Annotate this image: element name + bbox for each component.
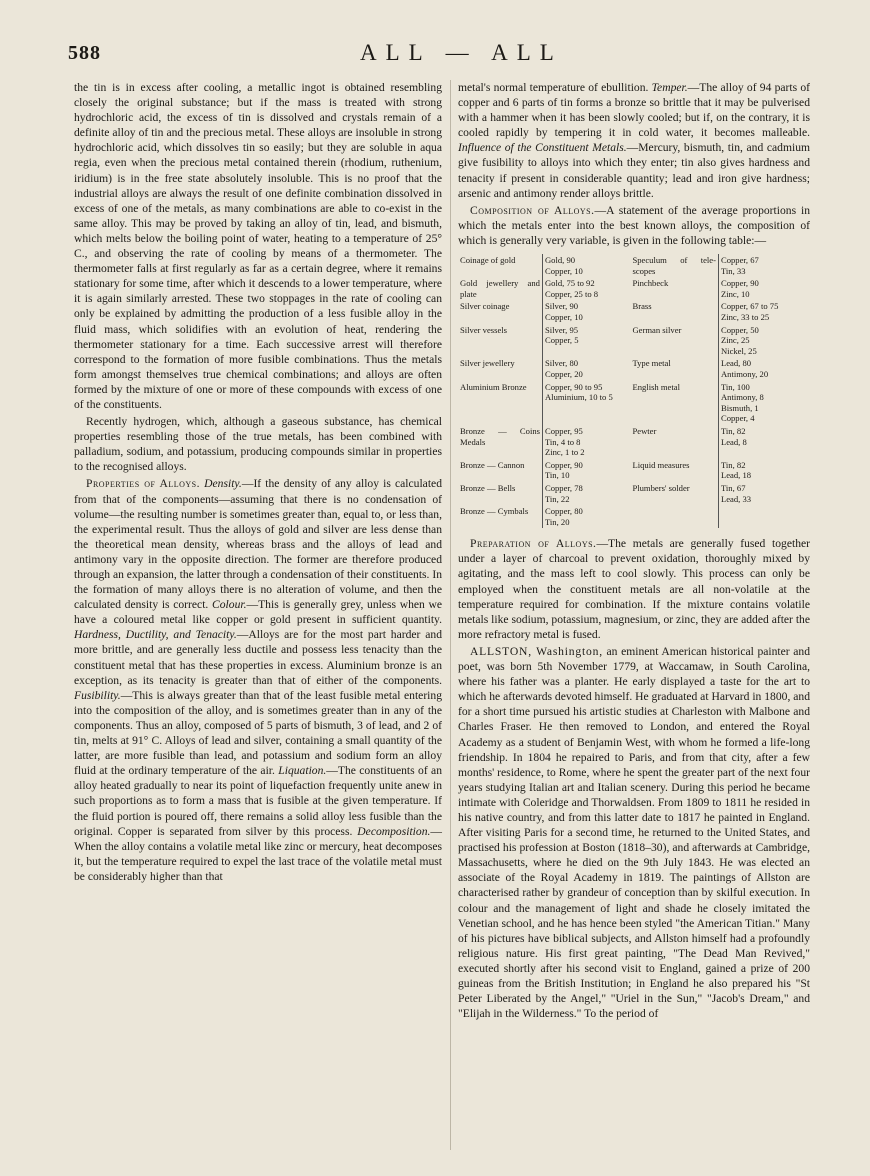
running-head: ALL — ALL: [360, 40, 563, 65]
alloy-components-cell: Gold, 90 Copper, 10: [542, 254, 630, 277]
alloy-components-cell: Silver, 90 Copper, 10: [542, 300, 630, 323]
influence-label: Influence of the Constituent Metals.: [458, 141, 627, 155]
alloy-composition-table: [458, 254, 810, 528]
alloy-name-cell: Speculum of tele-scopes: [632, 255, 716, 276]
fusibility-text: —This is always greater than that of the least fusible metal entering into the composition of the alloy, and is sometimes greater than in any of the components. Thus an alloy, composed of 5 parts of bismuth, 3 of lead, and 2 of tin, melts at 91° C. Alloys of lead and silver, containing a small quantity of the latter, are more fusible than lead, and potassium and sodium form an alloy fluid at the ordinary temperature of the air.: [74, 688, 442, 778]
table-row: [458, 300, 810, 323]
paragraph-composition: [458, 203, 810, 248]
alloy-components-cell: Copper, 67 Tin, 33: [718, 254, 810, 277]
table-row: [458, 505, 810, 528]
decomposition-label: Decomposition.: [357, 824, 431, 838]
allston-text: an eminent American historical painter and poet, was born 5th November 1779, at Waccamaw, in South Carolina, where his father was a planter. He early displayed a taste for the art to which he afterwards devoted himself. He graduated at Harvard in 1800, and for a short time pursued his artistic studies at Charleston with Malbone and Charles Fraser. He then removed to London, and entered the Royal Academy as a student of Benjamin West, with whom he formed a life-long friendship. In 1804 he repaired to Paris, and from that city, after a few months' residence, to Rome, where he spent the greater part of the next four years studying Italian art and Italian scenery. During this period he became intimate with Coleridge and Thorwaldsen. From 1809 to 1811 he resided in his native country, and from this latter date to 1817 he painted in England. After visiting Paris for a second time, he returned to the United States, and practised his profession at Boston (1818–30), and afterwards at Cambridge, Massachusetts, where he died on the 9th July 1843. He was elected an associate of the Royal Academy in 1819. The paintings of Allston are characterised rather by grandeur of conception than by skilful execution. In colour and the management of light and shade he closely imitated the Venetian school, and he has hence been styled "the American Titian." Many of his pictures have biblical subjects, and Allston himself had a profoundly religious nature. His first great painting, "The Dead Man Revived," executed shortly after his second visit to England, gained a prize of 200 guineas from the British Institution; in England he also prepared his "St Peter Liberated by the Angel," "Uriel in the Sun," "Jacob's Dream," and "Elijah in the Wilderness." To the period of: [458, 644, 811, 1021]
alloy-components-cell: Tin, 82 Lead, 8: [718, 425, 810, 459]
alloy-components-cell: Silver, 95 Copper, 5: [542, 324, 630, 358]
preparation-heading: Preparation of Alloys.: [470, 537, 597, 551]
table-row: [458, 425, 810, 459]
paragraph-hydrogen: Recently hydrogen, which, although a gaseous substance, has chemical properties resembling those of the true metals, has been combined with palladium, sodium, and potassium, producing compounds similar in properties to the recognised alloys.: [74, 415, 442, 474]
paragraph-tin-alloys: the tin is in excess after cooling, a metallic ingot is obtained resembling closely the original substance; but if the mass is treated with strong hydrochloric acid, the excess of tin is dissolved and crystals remain of a definite alloy of tin and the precious metal. These alloys are insoluble in strong hydrochloric acid, which dissolves tin so easily; but they are soluble in aqua regia, even when the precious metal contained therein (rhodium, ruthenium, iridium) is in the free state absolutely insoluble. This is no proof that the industrial alloys are always the result of one definite combination dissolved in excess of one of the metals, as many combinations are able to co-exist in the same alloy. This may be proved by taking an alloy of tin, lead, and bismuth, which melts below the boiling point of water, heating to a temperature of 25° C., and observing the rate of cooling by means of a thermometer. The thermometer falls at first regularly as far as a certain degree, where it remains stationary for some time, after which it descends to a lower temperature, where it is again similarly arrested. These two stoppages in the rate of cooling can only be explained by admitting the production of a less fusible alloy in the fluid mass, which solidifies with an evolution of heat, rendering the thermometer stationary for a time. Each successive arrest will therefore correspond to the formation of more fusible combinations. Thus the metals form amongst themselves true chemical combinations; and alloys are often formed by the mixture of one or more of these compounds with excess of one of the constituents.: [74, 81, 442, 411]
alloy-components-cell: [718, 505, 810, 528]
temper-label: Temper.: [651, 81, 688, 94]
decomposition-text: —When the alloy contains a volatile metal like zinc or mercury, heat decomposes it, but the temperature required to expel the last trace of the volatile metal must be considerably higher than that: [74, 824, 442, 883]
alloy-name-cell: Silver vessels: [460, 324, 508, 335]
alloy-name-cell: Bronze — Cannon: [460, 459, 525, 470]
alloy-name-cell: Gold jewellery and plate: [460, 278, 540, 299]
alloy-components-cell: Copper, 67 to 75 Zinc, 33 to 25: [718, 300, 810, 323]
alloy-components-cell: Copper, 90 to 95 Aluminium, 10 to 5: [542, 381, 630, 425]
table-row: [458, 459, 810, 482]
table-row: [458, 254, 810, 277]
alloy-name-cell: Pinchbeck: [632, 278, 669, 289]
alloy-components-cell: Silver, 80 Copper, 20: [542, 357, 630, 380]
alloy-components-cell: Tin, 67 Lead, 33: [718, 482, 810, 505]
alloy-name-cell: Liquid measures: [632, 459, 690, 470]
alloy-name-cell: Silver coinage: [460, 301, 510, 312]
table-row: [458, 381, 810, 425]
table-row: [458, 277, 810, 300]
alloy-components-cell: Copper, 80 Tin, 20: [542, 505, 630, 528]
alloy-name-cell: Bronze — Bells: [460, 482, 516, 493]
alloy-components-cell: Copper, 95 Tin, 4 to 8 Zinc, 1 to 2: [542, 425, 630, 459]
properties-heading: Properties of Alloys.: [86, 477, 201, 491]
table-row: [458, 357, 810, 380]
liquation-label: Liquation.: [278, 764, 327, 778]
paragraph-allston: [458, 644, 810, 1021]
alloy-name-cell: Aluminium Bronze: [460, 381, 527, 392]
fusibility-label: Fusibility.: [74, 688, 121, 702]
table-row: [458, 482, 810, 505]
composition-heading: Composition of Alloys.: [470, 203, 595, 217]
allston-name: ALLSTON, Washington,: [470, 644, 603, 658]
alloy-name-cell: [630, 505, 718, 528]
alloy-name-cell: Plumbers' solder: [632, 482, 690, 493]
colour-text: —This is generally grey, unless when we have a coloured metal like copper or gold present in sufficient quantity.: [74, 598, 442, 627]
alloy-name-cell: Type metal: [632, 358, 671, 369]
alloy-components-cell: Copper, 78 Tin, 22: [542, 482, 630, 505]
alloy-name-cell: Silver jewellery: [460, 358, 515, 369]
paragraph-properties: [74, 476, 442, 884]
alloy-components-cell: Gold, 75 to 92 Copper, 25 to 8: [542, 277, 630, 300]
alloy-name-cell: Bronze — Cymbals: [460, 506, 529, 517]
paragraph-temper: [458, 80, 810, 201]
alloy-components-cell: Copper, 90 Zinc, 10: [718, 277, 810, 300]
density-label: Density.: [204, 477, 242, 491]
right-column: [458, 80, 810, 1023]
alloy-name-cell: Brass: [632, 301, 652, 312]
alloy-name-cell: German silver: [632, 324, 682, 335]
column-divider: [450, 80, 451, 1150]
influence-text: —Mercury, bismuth, tin, and cadmium give fusibility to alloys into which they enter; tin also gives hardness and tenacity if present in considerable quantity; lead and iron give hardness; arsenic and antimony render alloys brittle.: [458, 141, 811, 200]
hardness-text: —Alloys are for the most part harder and more brittle, and are generally less ductile and possess less tenacity than the constituent metal that has these properties in excess. Aluminium bronze is an exception, as its tenacity is greater than that of either of the components.: [74, 628, 442, 687]
density-text: —If the density of any alloy is calculated from that of the components—assuming that there is no condensation of volume—the resulting number is sometimes greater than, equal to, or less than, the experimental result. Thus the alloys of gold and silver are less dense than the theoretical mean density, whereas brass and the alloys of lead and antimony vary in the opposite direction. The former are therefore produced through an expansion, the latter through a condensation of their constituents. In the formation of many alloys there is no alteration of volume, and then the calculated density is correct.: [74, 477, 443, 612]
alloy-components-cell: Tin, 100 Antimony, 8 Bismuth, 1 Copper, 4: [718, 381, 810, 425]
alloy-components-cell: Tin, 82 Lead, 18: [718, 459, 810, 482]
alloy-name-cell: English metal: [632, 381, 680, 392]
colour-label: Colour.: [212, 598, 247, 612]
hardness-label: Hardness, Ductility, and Tenacity.: [74, 628, 237, 642]
paragraph-preparation: [458, 536, 810, 642]
alloy-name-cell: Coinage of gold: [460, 255, 516, 266]
alloy-components-cell: Copper, 50 Zinc, 25 Nickel, 25: [718, 324, 810, 358]
liquation-text: —The constituents of an alloy heated gradually to near its point of liquefaction frequently unite anew in such proportions as to form a mass that is fusible at the given temperature. If the fluid portion is poured off, there remains a solid alloy less fusible than the original. Copper is separated from silver by this process.: [74, 764, 442, 838]
alloy-components-cell: Copper, 90 Tin, 10: [542, 459, 630, 482]
left-column: [74, 80, 442, 886]
table-row: [458, 324, 810, 358]
alloy-components-cell: Lead, 80 Antimony, 20: [718, 357, 810, 380]
alloy-name-cell: Bronze — Coins Medals: [460, 425, 540, 447]
ebullition-text: metal's normal temperature of ebullition.: [458, 81, 649, 94]
temper-text: —The alloy of 94 parts of copper and 6 parts of tin forms a bronze so brittle that it may be pulverised with a hammer when it has been slowly cooled; but if, on the contrary, it is cooled rapidly by tempering it in cold water, it becomes malleable.: [458, 81, 811, 140]
page-number: 588: [68, 42, 101, 64]
preparation-text: —The metals are generally fused together under a layer of charcoal to prevent oxidation, thoroughly mixed by agitating, and the mass left to cool slowly. This process can only be employed when the constituent metals are all non-volatile at the temperature required for combination. If the mixture contains volatile metals like sodium, potassium, magnesium, or zinc, they are added after the more refractory metal is fused.: [458, 537, 810, 641]
alloy-name-cell: Pewter: [632, 425, 657, 436]
composition-text: —A statement of the average proportions in which the metals enter into the best known alloys, the composition of which is generally very variable, is given in the following table:—: [458, 203, 810, 247]
